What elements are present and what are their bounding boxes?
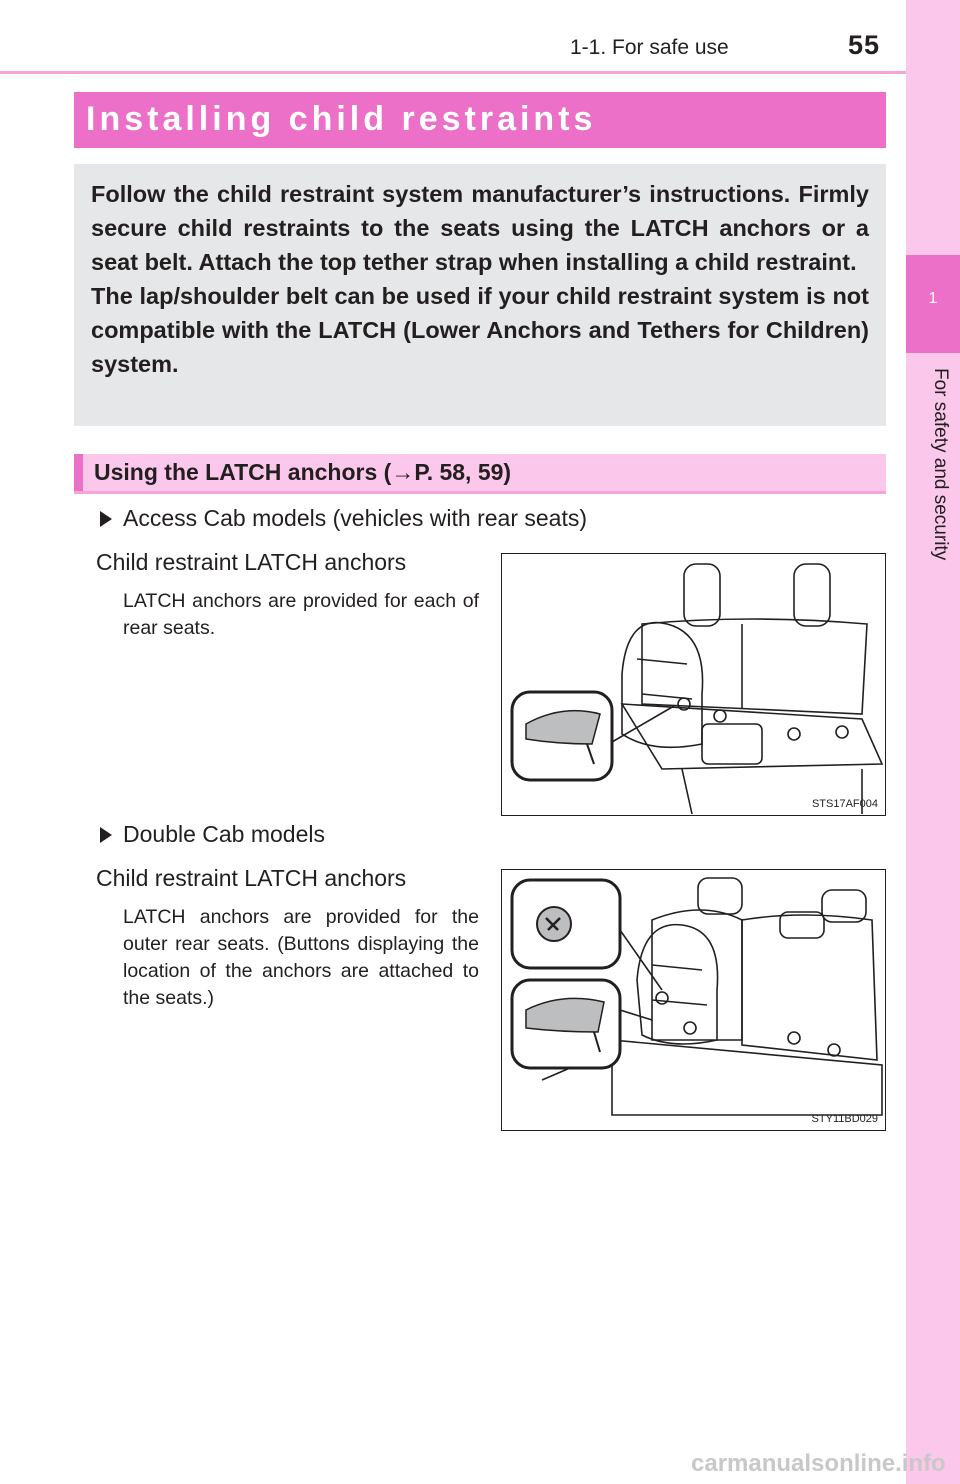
watermark: carmanualsonline.info xyxy=(691,1450,946,1477)
item-title: Child restraint LATCH anchors xyxy=(96,865,407,891)
header-divider xyxy=(0,71,906,74)
bullet-text: Access Cab models (vehicles with rear seats) xyxy=(123,505,587,531)
subheading-text: Using the LATCH anchors ( xyxy=(94,459,392,485)
triangle-bullet-icon xyxy=(100,827,112,843)
item-description: LATCH anchors are provided for each of rear seats. xyxy=(123,590,479,639)
figure-code: STY11BD029 xyxy=(811,1113,878,1125)
bullet-text: Double Cab models xyxy=(123,821,326,847)
intro-text xyxy=(91,177,869,381)
seat-illustration xyxy=(502,554,886,816)
chapter-tab-label: For safety and security xyxy=(930,368,951,561)
title-bar xyxy=(74,92,886,148)
page-number: 55 xyxy=(848,30,881,60)
section-header: 1-1. For safe use xyxy=(570,36,729,59)
side-strip xyxy=(906,0,960,1484)
figure-double-cab xyxy=(501,869,886,1131)
subheading-page-ref[interactable]: P. 58, 59) xyxy=(414,459,512,485)
intro-paragraph-1: Follow the child restraint system manufacturer’s instructions. Firmly secure child restraints to the seats using the LATCH anchors or a seat belt. Attach the top tether strap when installing a child restraint. xyxy=(91,181,869,275)
intro-paragraph-2: The lap/shoulder belt can be used if your child restraint system is not compatible with the LATCH (Lower Anchors and Tethers for Children) system. xyxy=(91,283,869,377)
subheading-rule xyxy=(74,491,886,494)
bullet-access-cab xyxy=(100,505,587,532)
figure-access-cab xyxy=(501,553,886,816)
subheading xyxy=(94,459,511,486)
chapter-tab-number: 1 xyxy=(928,290,938,307)
subheading-bar xyxy=(74,454,886,491)
item-title: Child restraint LATCH anchors xyxy=(96,549,407,575)
bullet-double-cab xyxy=(100,821,325,848)
page-title: Installing child restraints xyxy=(86,100,597,138)
seat-illustration xyxy=(502,870,886,1131)
item-description: LATCH anchors are provided for the outer rear seats. (Buttons displaying the location of the anchors are attached to the seats.) xyxy=(123,906,479,1009)
arrow-icon: → xyxy=(391,459,415,485)
triangle-bullet-icon xyxy=(100,511,112,527)
intro-box xyxy=(74,164,886,426)
figure-code: STS17AF004 xyxy=(811,798,878,810)
